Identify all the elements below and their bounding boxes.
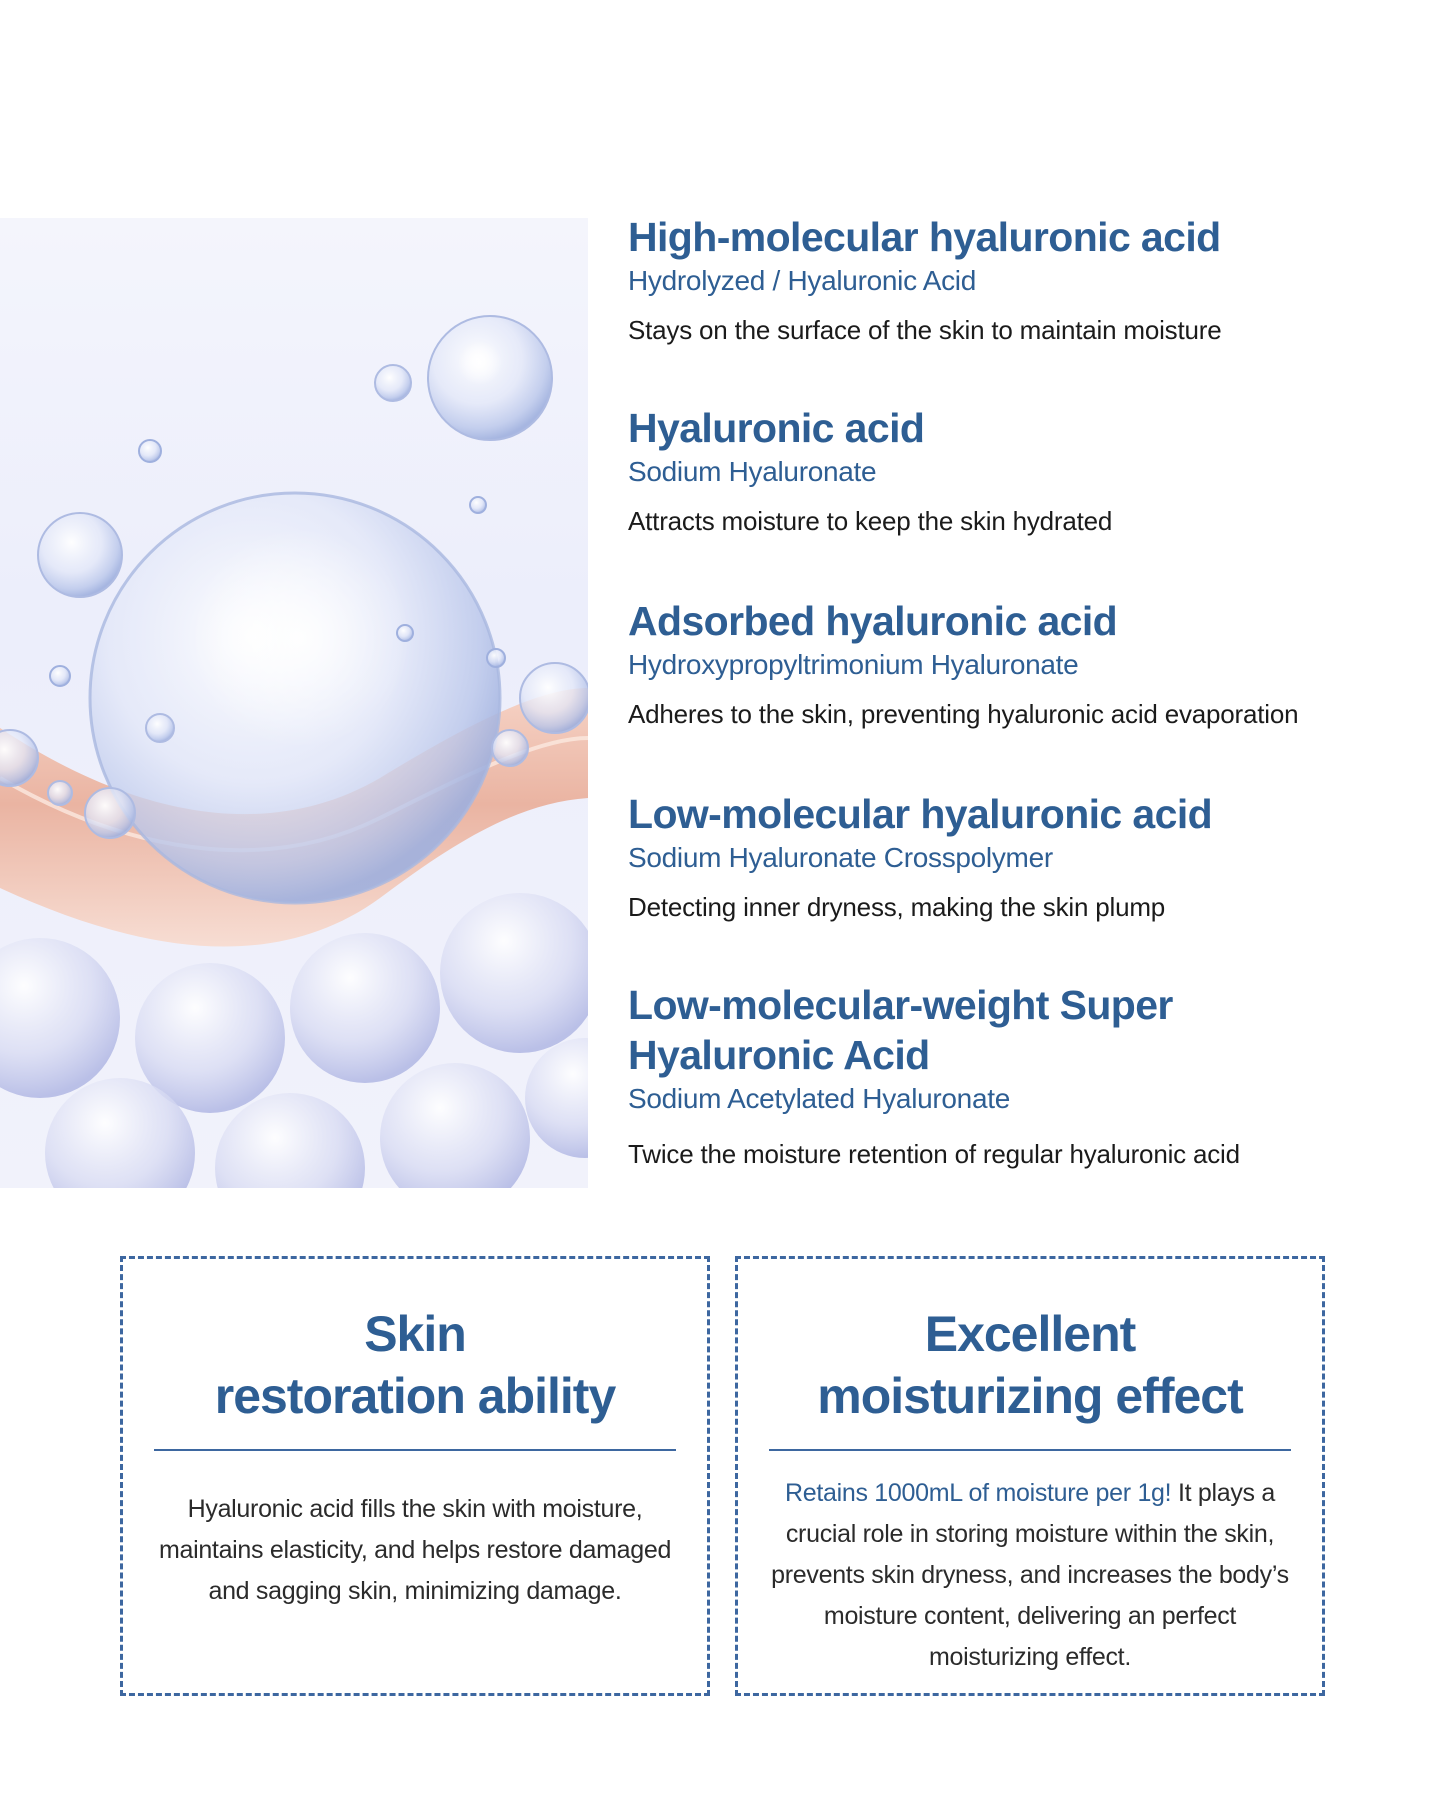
card-body — [738, 1473, 1322, 1678]
ingredient-description: Twice the moisture retention of regular hyaluronic acid — [628, 1139, 1240, 1169]
card-divider — [769, 1449, 1291, 1451]
card-body-line2: crucial role in storing moisture within the skin, — [785, 1520, 1275, 1548]
card-body-line1: It plays a — [1171, 1479, 1275, 1507]
ingredient-description: Detecting inner dryness, making the skin plump — [628, 892, 1166, 922]
card-divider — [154, 1449, 676, 1451]
ingredient-inci: Sodium Hyaluronate Crosspolymer — [628, 842, 1053, 873]
ingredient-inci: Hydrolyzed / Hyaluronic Acid — [628, 265, 976, 296]
ingredient-inci: Sodium Acetylated Hyaluronate — [628, 1083, 1010, 1114]
ingredient-name-line2: Hyaluronic Acid — [628, 1032, 930, 1078]
ingredient-inci: Sodium Hyaluronate — [628, 456, 877, 487]
ingredient-super-hyaluronic — [628, 980, 1408, 1170]
card-body-line1: Hyaluronic acid fills the skin with moisture, — [187, 1495, 643, 1523]
ingredient-inci: Hydroxypropyltrimonium Hyaluronate — [628, 649, 1079, 680]
card-body-line5: moisturizing effect. — [929, 1643, 1131, 1671]
card-body-line2: maintains elasticity, and helps restore damaged — [158, 1536, 672, 1564]
ingredient-low-molecular — [628, 789, 1408, 923]
ingredient-name — [628, 980, 1408, 1080]
card-title — [738, 1303, 1322, 1427]
ingredient-name: Hyaluronic acid — [628, 405, 925, 451]
card-body-line4: moisture content, delivering an perfect — [823, 1602, 1237, 1630]
card-title-line1: Skin — [364, 1306, 466, 1362]
card-title-line2: moisturizing effect — [817, 1368, 1243, 1424]
hyaluronic-bubbles-illustration — [0, 218, 588, 1188]
card-title-line1: Excellent — [924, 1306, 1136, 1362]
ingredient-description: Attracts moisture to keep the skin hydrated — [628, 506, 1113, 536]
moisture-retention-highlight: Retains 1000mL of moisture per 1g! — [784, 1479, 1172, 1507]
card-body-line3: prevents skin dryness, and increases the body’s — [771, 1561, 1289, 1589]
ingredient-high-molecular — [628, 212, 1408, 346]
card-moisturizing-effect — [735, 1256, 1325, 1696]
card-skin-restoration — [120, 1256, 710, 1696]
ingredient-adsorbed — [628, 596, 1408, 730]
ingredient-description: Adheres to the skin, preventing hyaluronic acid evaporation — [628, 699, 1299, 729]
card-body-line3: and sagging skin, minimizing damage. — [208, 1577, 622, 1605]
ingredient-name: Adsorbed hyaluronic acid — [628, 598, 1118, 644]
ingredient-name: Low-molecular hyaluronic acid — [628, 791, 1213, 837]
ingredient-description: Stays on the surface of the skin to maintain moisture — [628, 315, 1222, 345]
ingredient-hyaluronic-acid — [628, 403, 1408, 537]
ingredient-name: High-molecular hyaluronic acid — [628, 214, 1221, 260]
card-body — [123, 1489, 707, 1612]
card-title — [123, 1303, 707, 1427]
ingredient-name-line1: Low-molecular-weight Super — [628, 982, 1173, 1028]
card-title-line2: restoration ability — [214, 1368, 616, 1424]
